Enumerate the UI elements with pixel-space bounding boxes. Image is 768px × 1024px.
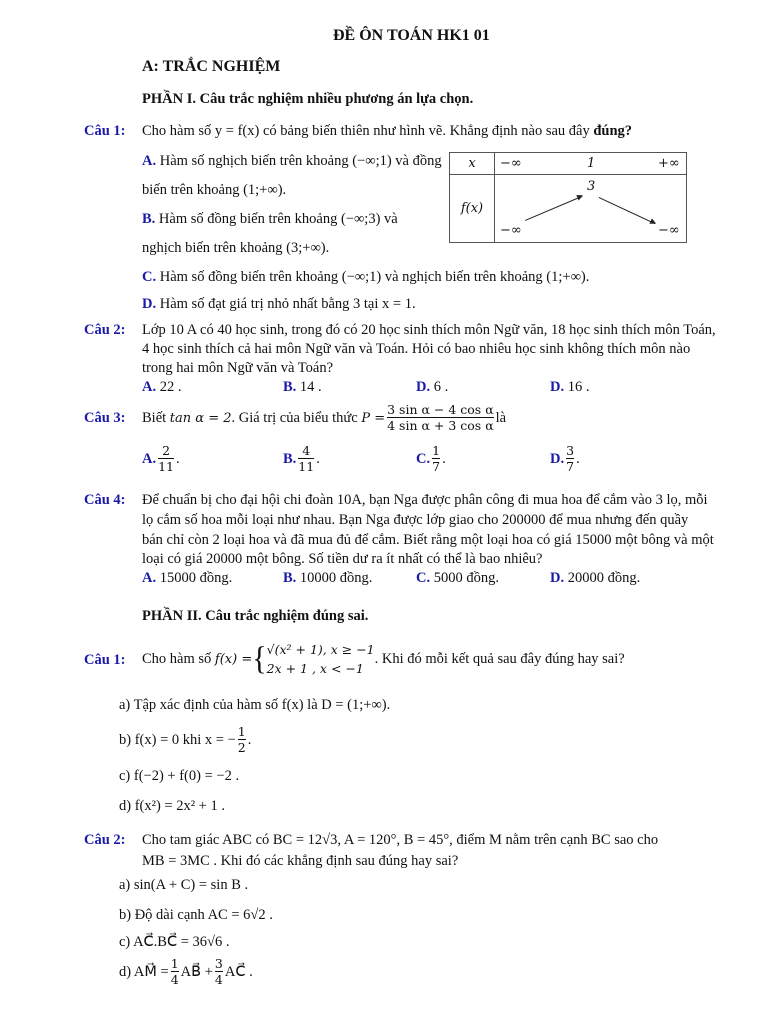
- q4-option-a: [142, 570, 232, 587]
- part1-heading: PHẦN I. Câu trắc nghiệm nhiều phương án lựa chọn.: [142, 91, 474, 107]
- q1-emphasis: đúng?: [593, 123, 633, 139]
- option-value: 20000 đồng.: [567, 570, 641, 586]
- option-key: D.: [550, 570, 565, 586]
- vt-f-top: 3: [587, 179, 596, 194]
- p2-q2-d-v2: AC⃗ .: [224, 963, 253, 980]
- option-text: Hàm số đồng biến trên khoảng (−∞;1) và nghịch biến trên khoảng (1;+∞).: [159, 269, 590, 285]
- option-value: 14 .: [299, 379, 322, 395]
- vt-x-label: x: [450, 153, 495, 175]
- p2-q2-b: b) Độ dài cạnh AC = 6√2 .: [119, 907, 273, 923]
- q4-line3: bán chỉ còn 2 loại hoa và đã mua đủ để cắm. Biết rằng một loại hoa có giá 15000 một bông và một: [142, 532, 714, 548]
- q1-option-c: [142, 269, 589, 286]
- q2-line2: 4 học sinh thích cả hai môn Ngữ văn và Toán. Hỏi có bao nhiêu học sinh không thích môn nào: [142, 341, 691, 357]
- option-key: A.: [142, 570, 157, 586]
- q4-option-b: [283, 570, 372, 587]
- option-key: D.: [142, 296, 157, 312]
- option-text: Hàm số đồng biến trên khoảng (−∞;3) và: [158, 211, 398, 227]
- q2-option-b: [283, 379, 322, 396]
- option-key: B.: [283, 450, 297, 467]
- vt-f-right: −∞: [658, 223, 680, 238]
- vt-x-mid: 1: [587, 156, 596, 171]
- part2-heading: PHẦN II. Câu trắc nghiệm đúng sai.: [142, 608, 369, 624]
- q3-denominator: 4 sin α + 3 cos α: [387, 418, 494, 433]
- option-text: Hàm số đạt giá trị nhỏ nhất bằng 3 tại x = 1.: [159, 296, 416, 312]
- q3-stem: [142, 400, 506, 436]
- option-key: A.: [142, 153, 157, 169]
- p2-q1-d: d) f(x²) = 2x² + 1 .: [119, 798, 225, 814]
- q1-option-d: [142, 296, 416, 313]
- option-value: 22 .: [159, 379, 182, 395]
- option-key: C.: [142, 269, 157, 285]
- q2-line1: Lớp 10 A có 40 học sinh, trong đó có 20 học sinh thích môn Ngữ văn, 18 học sinh thích môn Toán,: [142, 322, 716, 338]
- frac-den: 2: [237, 740, 246, 755]
- q3-pre: Biết: [142, 409, 167, 426]
- p2-q2-a: a) sin(A + C) = sin B .: [119, 877, 249, 893]
- q1-stem: [142, 123, 632, 140]
- q3-label: Câu 3:: [84, 410, 126, 426]
- document-title: ĐỀ ÔN TOÁN HK1 01: [333, 27, 490, 44]
- p2-q1-b: b) f(x) = 0 khi x = − $\frac{1}{2}$ .: [119, 724, 252, 755]
- option-key: D.: [550, 450, 565, 467]
- p2-q2-c: c) AC⃗.BC⃗ = 36√6 .: [119, 934, 230, 950]
- q4-label: Câu 4:: [84, 492, 126, 508]
- q2-option-d: [550, 379, 589, 396]
- q4-line2: lọ cắm số hoa mỗi loại như nhau. Bạn Nga được lớp giao cho 200000 để mua nhưng đến quầy: [142, 512, 689, 528]
- q1-text: Cho hàm số y = f(x) có bảng biến thiên như hình vẽ. Khẳng định nào sau đây: [142, 123, 590, 139]
- p2-q1-stem: [142, 637, 625, 681]
- option-value: 6 .: [433, 379, 449, 395]
- frac-den: 7: [566, 459, 575, 474]
- decrease-arrow-icon: [599, 197, 656, 224]
- vt-x-row: [495, 153, 687, 175]
- p2-q2-d: [119, 957, 253, 987]
- q3-option-b: B. $\frac{4}{11}$ .: [283, 443, 320, 474]
- q3-numerator: 3 sin α − 4 cos α: [387, 402, 494, 417]
- p2-q2-d-pre: d) AM⃗ =: [119, 963, 169, 980]
- frac-num: 3: [214, 956, 223, 971]
- option-value: 10000 đồng.: [299, 570, 373, 586]
- p2-q2-d-v1: AB⃗ +: [180, 963, 213, 980]
- option-key: C.: [416, 570, 431, 586]
- p2-q1-fx: f(x) =: [214, 651, 253, 667]
- q4-line1: Để chuẩn bị cho đại hội chi đoàn 10A, bạn Nga được phân công đi mua hoa để cắm vào 3 lọ, mỗi: [142, 492, 708, 508]
- q3-option-a: A. $\frac{2}{11}$ .: [142, 443, 180, 474]
- q3-mid: . Giá trị của biểu thức: [231, 409, 358, 426]
- vt-x-neg-inf: −∞: [500, 156, 522, 171]
- option-key: B.: [283, 379, 297, 395]
- frac-den: 7: [432, 459, 441, 474]
- frac-num: 3: [566, 443, 575, 458]
- q4-line4: loại có giá 20000 một bông. Số tiền dư ra ít nhất có thể là bao nhiêu?: [142, 551, 543, 567]
- q3-P: P =: [361, 410, 386, 426]
- q3-post: là: [495, 409, 507, 426]
- section-heading: A: TRẮC NGHIỆM: [142, 58, 281, 75]
- q2-line3: trong hai môn Ngữ văn và Toán?: [142, 360, 334, 376]
- frac-den: 4: [214, 972, 223, 987]
- option-key: C.: [416, 450, 431, 467]
- p2-q1-label: Câu 1:: [84, 652, 126, 668]
- option-key: B.: [283, 570, 297, 586]
- variation-table: [449, 152, 687, 243]
- p2-q1-post: . Khi đó mỗi kết quả sau đây đúng hay sai?: [374, 650, 625, 667]
- piecewise-cases: [267, 640, 375, 678]
- vt-f-label: f(x): [450, 175, 495, 243]
- option-value: 15000 đồng.: [159, 570, 233, 586]
- option-key: D.: [550, 379, 565, 395]
- option-key: D.: [416, 379, 431, 395]
- frac-num: 1: [432, 443, 441, 458]
- q3-expression: [387, 403, 494, 433]
- case-2: 2x + 1 , x < −1: [266, 661, 364, 676]
- q4-option-c: [416, 570, 499, 587]
- p2-q1-b-text: b) f(x) = 0 khi x = −: [119, 731, 236, 748]
- p2-q1-a: a) Tập xác định của hàm số f(x) là D = (1;+∞).: [119, 697, 391, 713]
- p2-q2-line1: Cho tam giác ABC có BC = 12√3, A = 120°, B = 45°, điểm M nằm trên cạnh BC sao cho: [142, 832, 659, 848]
- q3-option-d: D. $\frac{3}{7}$ .: [550, 443, 580, 474]
- p2-q2-label: Câu 2:: [84, 832, 126, 848]
- vt-x-pos-inf: +∞: [658, 156, 680, 171]
- q4-option-d: [550, 570, 640, 587]
- frac-num: 2: [162, 443, 171, 458]
- q2-option-a: [142, 379, 181, 396]
- q1-option-a-line1: [142, 153, 442, 170]
- option-value: 16 .: [567, 379, 590, 395]
- frac-den: 11: [158, 459, 175, 474]
- option-key: B.: [142, 211, 156, 227]
- option-text: Hàm số nghịch biến trên khoảng (−∞;1) và đồng: [159, 153, 442, 169]
- option-value: 5000 đồng.: [433, 570, 499, 586]
- increase-arrow-icon: [525, 196, 582, 221]
- frac-den: 11: [298, 459, 315, 474]
- frac-num: 1: [237, 724, 246, 739]
- q1-option-b-line1: [142, 211, 398, 228]
- q2-label: Câu 2:: [84, 322, 126, 338]
- q3-option-c: C. $\frac{1}{7}$ .: [416, 443, 446, 474]
- brace-icon: {: [252, 640, 267, 677]
- q1-label: Câu 1:: [84, 123, 126, 139]
- option-key: A.: [142, 450, 157, 467]
- q1-option-a-line2: biến trên khoảng (1;+∞).: [142, 182, 287, 198]
- frac-num: 1: [170, 956, 179, 971]
- p2-q1-pre: Cho hàm số: [142, 650, 212, 667]
- frac-den: 4: [170, 972, 179, 987]
- q3-condition: tan α = 2: [169, 410, 232, 426]
- vt-f-row: [495, 175, 687, 243]
- option-key: A.: [142, 379, 157, 395]
- p2-q2-line2: MB = 3MC . Khi đó các khẳng định sau đúng hay sai?: [142, 853, 459, 869]
- q2-option-c: [416, 379, 448, 396]
- case-1: √(x² + 1), x ≥ −1: [266, 642, 375, 657]
- p2-q1-c: c) f(−2) + f(0) = −2 .: [119, 768, 240, 784]
- q1-option-b-line2: nghịch biến trên khoảng (3;+∞).: [142, 240, 330, 256]
- frac-num: 4: [302, 443, 311, 458]
- vt-f-left: −∞: [500, 223, 522, 238]
